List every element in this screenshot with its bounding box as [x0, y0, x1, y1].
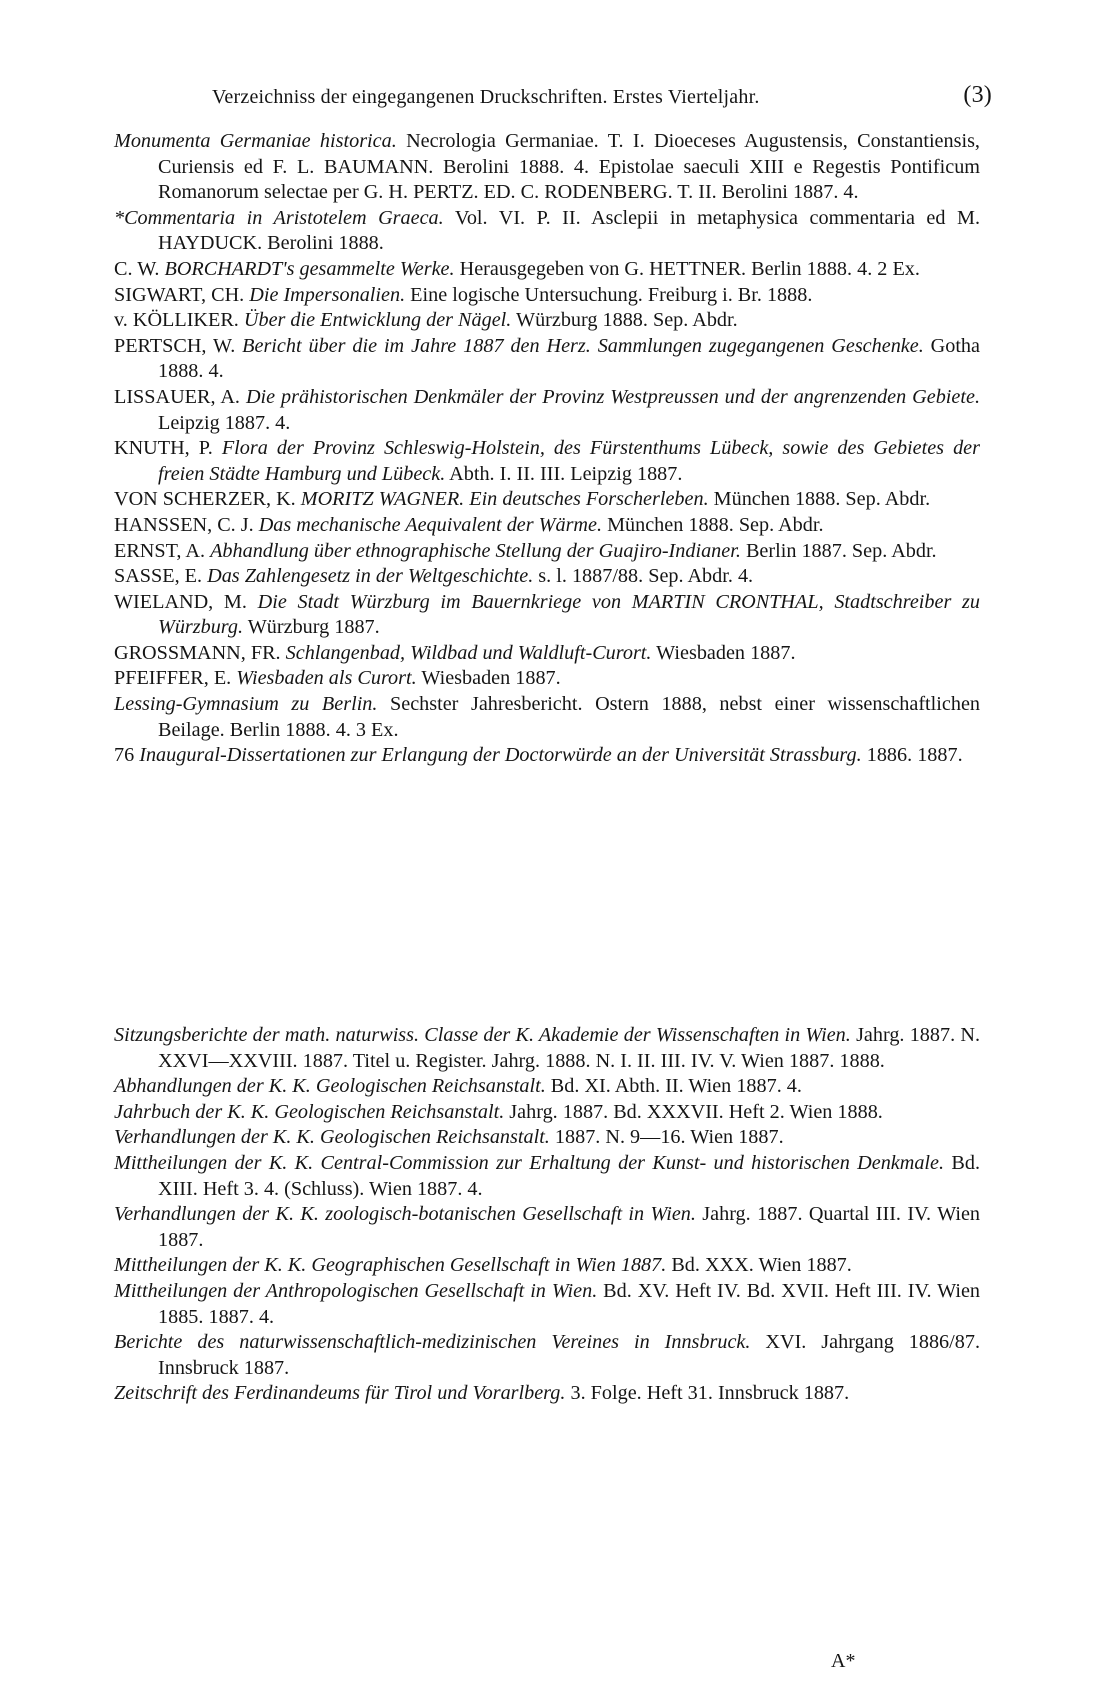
list-entry [114, 1100, 980, 1126]
entry-title: Abhandlungen der K. K. Geologischen Reichsanstalt. [114, 1075, 546, 1098]
list-entry [114, 257, 980, 283]
entry-title: Zeitschrift des Ferdinandeums für Tirol und Vorarlberg. [114, 1382, 566, 1405]
entry-author: 76 [114, 744, 140, 767]
entry-details: Bd. XIII. Heft 3. 4. (Schluss). Wien 1887. 4. [158, 1151, 981, 1200]
list-entry [114, 1125, 980, 1151]
entry-title: Bericht über die im Jahre 1887 den Herz. Sammlungen zugegangenen Geschenke. [242, 334, 924, 357]
list-entry [114, 564, 980, 590]
entry-details: Eine logische Untersuchung. Freiburg i. Br. 1888. [405, 283, 813, 306]
entry-details: Leipzig 1887. 4. [158, 411, 291, 434]
acquisitions-list-periodicals [114, 1023, 980, 1407]
entry-title: Mittheilungen der K. K. Central-Commission zur Erhaltung der Kunst- und historischen Denkmale. [114, 1151, 945, 1174]
list-entry [114, 539, 980, 565]
entry-title: Mittheilungen der Anthropologischen Gesellschaft in Wien. [114, 1279, 598, 1302]
entry-author: ERNST, A. [114, 539, 211, 562]
list-entry [114, 334, 980, 385]
entry-details: 1887. N. 9—16. Wien 1887. [549, 1126, 784, 1149]
entry-title: Sitzungsberichte der math. naturwiss. Classe der K. Akademie der Wissenschaften in Wien. [114, 1024, 851, 1046]
list-entry [114, 1023, 980, 1074]
list-entry [114, 666, 980, 692]
entry-details: Bd. XXX. Wien 1887. [666, 1254, 852, 1277]
entry-author: KNUTH, P. [114, 437, 222, 460]
signature-mark: A* [831, 1650, 856, 1672]
entry-title: Lessing-Gymnasium zu Berlin. [114, 693, 378, 716]
entry-author: C. W. [114, 257, 165, 280]
entry-details: 1886. 1887. [861, 744, 963, 767]
entry-author: v. KÖLLIKER. [114, 309, 244, 332]
entry-title: BORCHARDT's gesammelte Werke. [164, 257, 455, 280]
list-entry [114, 1074, 980, 1100]
list-entry [114, 487, 980, 513]
entry-author: GROSSMANN, FR. [114, 641, 286, 664]
list-entry [114, 743, 980, 769]
entry-title: Das mechanische Aequivalent der Wärme. [258, 513, 603, 536]
entry-author: SASSE, E. [114, 565, 208, 588]
entry-details: Würzburg 1888. Sep. Abdr. [511, 309, 738, 332]
list-entry [114, 1330, 980, 1381]
entry-details: Jahrg. 1887. Bd. XXXVII. Heft 2. Wien 1888. [504, 1100, 883, 1123]
entry-author: SIGWART, CH. [114, 283, 250, 306]
header-title: Verzeichniss der eingegangenen Druckschriften. Erstes Vierteljahr. [212, 86, 760, 108]
entry-title: Jahrbuch der K. K. Geologischen Reichsanstalt. [114, 1100, 505, 1123]
list-entry [114, 641, 980, 667]
list-entry [114, 1202, 980, 1253]
list-entry [114, 1279, 980, 1330]
entry-title: Abhandlung über ethnographische Stellung der Guajiro-Indianer. [210, 539, 741, 562]
entry-details: Berlin 1887. Sep. Abdr. [740, 539, 937, 562]
entry-author: WIELAND, M. [114, 590, 258, 613]
list-entry [114, 692, 980, 743]
entry-title: Flora der Provinz Schleswig-Holstein, des Fürstenthums Lübeck, sowie des Gebietes der freien Städte Hamburg und Lübeck. [158, 437, 980, 485]
list-entry [114, 513, 980, 539]
entry-details: München 1888. Sep. Abdr. [602, 513, 824, 536]
list-entry [114, 308, 980, 334]
entry-details: Bd. XI. Abth. II. Wien 1887. 4. [545, 1075, 802, 1098]
list-entry [114, 206, 980, 257]
entry-details: Wiesbaden 1887. [651, 641, 796, 664]
list-entry [114, 1151, 980, 1202]
list-entry [114, 283, 980, 309]
entry-details: s. l. 1887/88. Sep. Abdr. 4. [533, 565, 754, 588]
list-entry [114, 129, 980, 206]
entry-author: LISSAUER, A. [114, 385, 246, 408]
entry-details: 3. Folge. Heft 31. Innsbruck 1887. [565, 1382, 850, 1405]
entry-title: Über die Entwicklung der Nägel. [243, 309, 512, 332]
entry-details: Gotha 1888. 4. [158, 334, 980, 383]
entry-details: Vol. VI. P. II. Asclepii in metaphysica commentaria ed M. HAYDUCK. Berolini 1888. [158, 206, 980, 255]
list-entry [114, 436, 980, 487]
entry-title: Das Zahlengesetz in der Weltgeschichte. [207, 565, 534, 588]
entry-details: Wiesbaden 1887. [416, 667, 561, 690]
entry-title: Mittheilungen der K. K. Geographischen Gesellschaft in Wien 1887. [114, 1254, 667, 1277]
entry-title: Die Impersonalien. [249, 283, 406, 306]
list-entry [114, 385, 980, 436]
list-entry [114, 1253, 980, 1279]
entry-details: München 1888. Sep. Abdr. [708, 488, 931, 511]
entry-title: Die prähistorischen Denkmäler der Provinz Westpreussen und der angrenzenden Gebiete. [245, 385, 980, 408]
entry-details: Würzburg 1887. [243, 616, 380, 639]
entry-title: Schlangenbad, Wildbad und Waldluft-Curort. [285, 641, 652, 664]
entry-title: Monumenta Germaniae historica. [114, 130, 397, 152]
entry-details: Sechster Jahresbericht. Ostern 1888, nebst einer wissenschaftlichen Beilage. Berlin 1888. 4. 3 Ex. [158, 693, 980, 741]
entry-details: Abth. I. II. III. Leipzig 1887. [445, 462, 683, 485]
entry-title: Wiesbaden als Curort. [236, 667, 417, 690]
entry-title: Berichte des naturwissenschaftlich-medizinischen Vereines in Innsbruck. [114, 1331, 751, 1354]
entry-details: Necrologia Germaniae. T. I. Dioeceses Augustensis, Constantiensis, Curiensis ed F. L. BAUMANN. Berolini 1888. 4. Epistolae saeculi XIII e Regestis Pontificum Romanorum selectae per G. H. PERTZ. ED. C. RODENBERG. T. II. Berolini 1887. 4. [158, 130, 980, 204]
entry-author: HANSSEN, C. J. [114, 513, 259, 536]
entry-details: Herausgegeben von G. HETTNER. Berlin 1888. 4. 2 Ex. [454, 257, 920, 280]
entry-details: Jahrg. 1887. Quartal III. IV. Wien 1887. [158, 1203, 980, 1251]
entry-title: Die Stadt Würzburg im Bauernkriege von MARTIN CRONTHAL, Stadtschreiber zu Würzburg. [158, 590, 980, 639]
entry-details: Bd. XV. Heft IV. Bd. XVII. Heft III. IV. Wien 1885. 1887. 4. [158, 1279, 980, 1328]
entry-author: VON SCHERZER, K. [114, 488, 301, 511]
running-header [212, 82, 992, 116]
list-entry [114, 590, 980, 641]
entry-title: *Commentaria in Aristotelem Graeca. [114, 206, 444, 229]
entry-author: PERTSCH, W. [114, 334, 243, 357]
entry-details: Jahrg. 1887. N. XXVI—XXVIII. 1887. Titel u. Register. Jahrg. 1888. N. I. II. III. IV. V. Wien 1887. 1888. [158, 1024, 980, 1072]
page-number: (3) [963, 82, 992, 108]
entry-title: Inaugural-Dissertationen zur Erlangung der Doctorwürde an der Universität Strassburg. [139, 744, 862, 767]
list-entry [114, 1381, 980, 1407]
entry-title: MORITZ WAGNER. Ein deutsches Forscherleben. [300, 488, 709, 511]
entry-author: PFEIFFER, E. [114, 667, 237, 690]
acquisitions-list-books [114, 129, 980, 769]
entry-title: Verhandlungen der K. K. Geologischen Reichsanstalt. [114, 1126, 550, 1149]
entry-title: Verhandlungen der K. K. zoologisch-botanischen Gesellschaft in Wien. [114, 1203, 696, 1226]
entry-details: XVI. Jahrgang 1886/87. Innsbruck 1887. [158, 1331, 980, 1379]
